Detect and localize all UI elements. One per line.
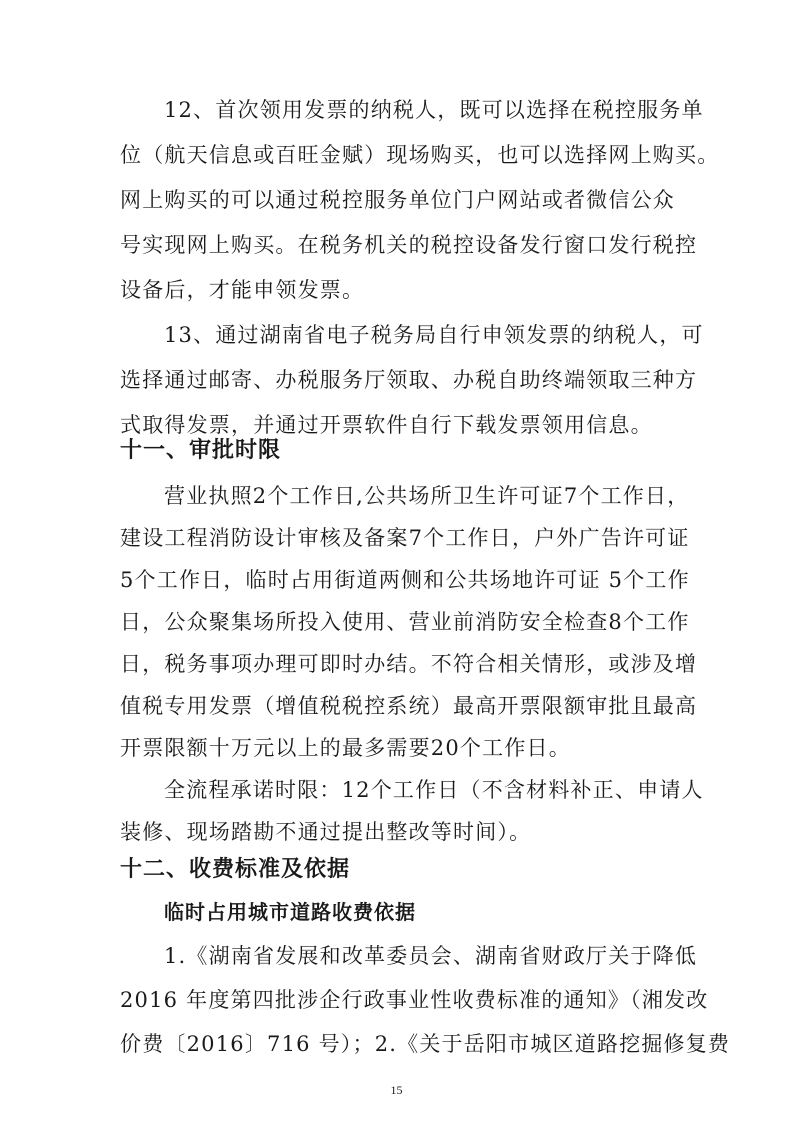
section-12-line-1: 1.《湖南省发展和改革委员会、湖南省财政厅关于降低 [164,944,698,968]
section-11-line-1: 营业执照2个工作日,公共场所卫生许可证7个工作日， [164,484,690,508]
section-11-heading: 十一、审批时限 [120,438,282,463]
section-11-line-3: 5个工作日，临时占用街道两侧和公共场地许可证 5个工作 [120,568,690,592]
section-12-line-2: 2016 年度第四批涉企行政事业性收费标准的通知》（湘发改 [120,988,709,1012]
section-12-line-3: 价费〔2016〕716 号）；2.《关于岳阳市城区道路挖掘修复费 [120,1032,731,1056]
paragraph-13-line-2: 选择通过邮寄、办税服务厅领取、办税自助终端领取三种方 [120,368,698,392]
paragraph-12-line-5: 设备后，才能申领发票。 [120,278,365,302]
section-11-line-6: 值税专用发票（增值税税控系统）最高开票限额审批且最高 [120,694,698,718]
paragraph-12-line-1: 12、首次领用发票的纳税人，既可以选择在税控服务单 [164,98,704,122]
section-12-subheading: 临时占用城市道路收费依据 [164,900,416,924]
section-11-promise-line-1: 全流程承诺时限：12个工作日（不含材料补正、申请人 [164,778,704,802]
paragraph-12-line-3: 网上购买的可以通过税控服务单位门户网站或者微信公众 [120,188,675,212]
paragraph-13-line-1: 13、通过湖南省电子税务局自行申领发票的纳税人，可 [164,323,704,347]
section-11-line-4: 日，公众聚集场所投入使用、营业前消防安全检查8个工作 [120,610,690,634]
page-number: 15 [390,1083,403,1097]
paragraph-12-line-2: 位（航天信息或百旺金赋）现场购买，也可以选择网上购买。 [120,143,720,167]
section-11-promise-line-2: 装修、现场踏勘不通过提出整改等时间）。 [120,820,532,844]
paragraph-13-line-3: 式取得发票，并通过开票软件自行下载发票领用信息。 [120,413,653,437]
paragraph-12-line-4: 号实现网上购买。在税务机关的税控设备发行窗口发行税控 [120,233,698,257]
section-11-line-2: 建设工程消防设计审核及备案7个工作日，户外广告许可证 [120,526,690,550]
section-11-line-7: 开票限额十万元以上的最多需要20个工作日。 [120,736,571,760]
section-11-line-5: 日，税务事项办理可即时办结。不符合相关情形，或涉及增 [120,652,698,676]
section-12-heading: 十二、收费标准及依据 [120,857,351,882]
